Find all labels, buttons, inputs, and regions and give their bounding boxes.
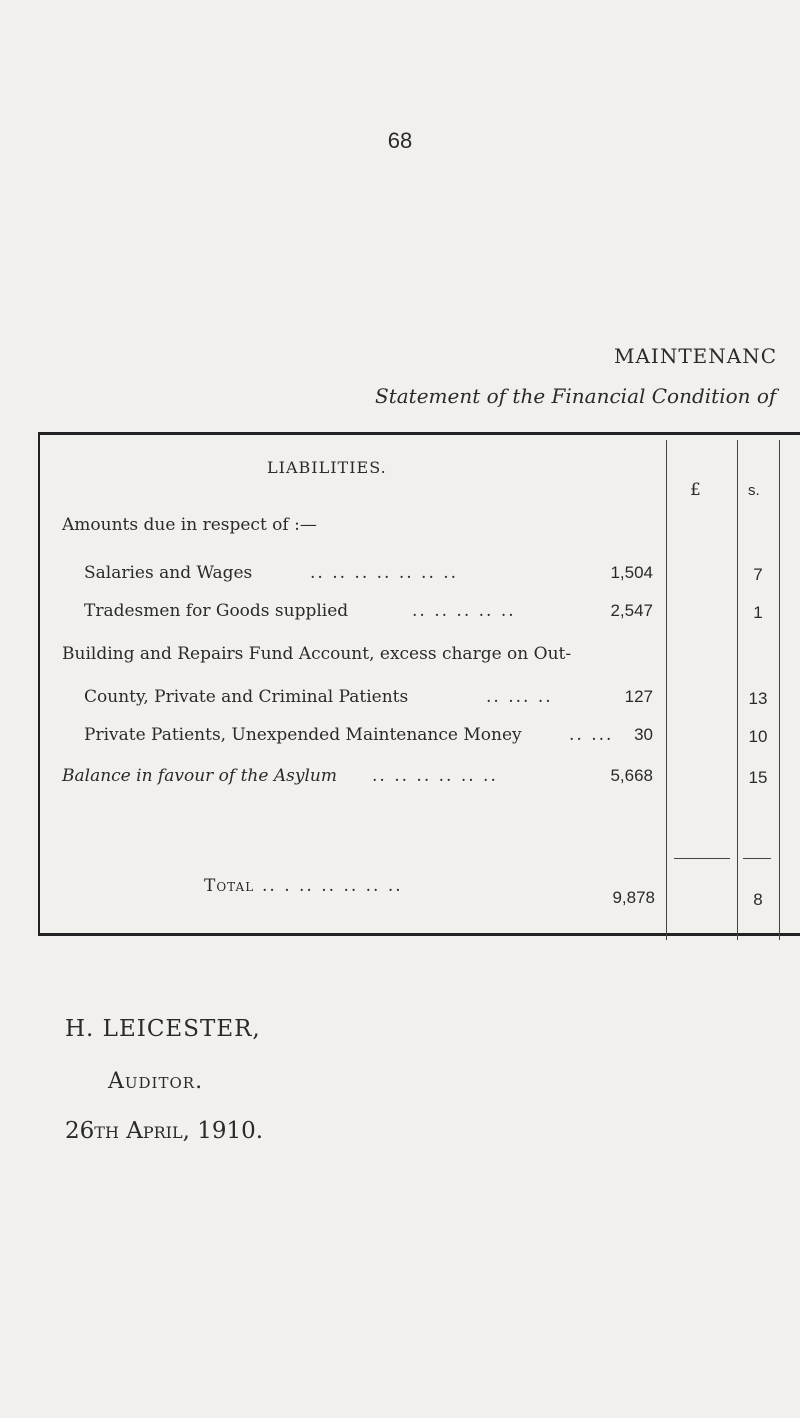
row-label-line1: Building and Repairs Fund Account, excess charge on Out- — [62, 644, 572, 664]
balance-label: Balance in favour of the Asylum — [62, 766, 337, 786]
row-label: Tradesmen for Goods supplied — [84, 601, 349, 621]
leader-dots: .. ... .. — [486, 687, 553, 707]
row-shillings: 7 — [753, 565, 763, 584]
leader-dots: .. . .. .. .. .. .. — [262, 876, 403, 896]
row-label: Private Patients, Unexpended Maintenance Money — [84, 725, 522, 745]
table-bottom-rule — [38, 933, 800, 936]
pounds-column-line — [666, 440, 667, 940]
row-label: Salaries and Wages — [84, 563, 253, 583]
liabilities-table — [38, 432, 800, 940]
leader-dots: .. ... — [569, 725, 614, 745]
auditor-role: Auditor. — [108, 1069, 204, 1094]
row-label-line2: County, Private and Criminal Patients — [84, 687, 409, 707]
shillings-sum-rule — [743, 858, 771, 859]
shillings-column-line — [737, 440, 738, 940]
page-number: 68 — [387, 128, 413, 153]
table-top-rule — [38, 432, 800, 435]
total-shillings: 8 — [753, 890, 763, 909]
balance-shillings: 15 — [748, 768, 768, 787]
total-label: Total — [204, 876, 255, 896]
leader-dots: .. .. .. .. .. .. — [372, 766, 498, 786]
pounds-sum-rule — [674, 858, 730, 859]
balance-pounds: 5,668 — [610, 766, 653, 785]
section-heading: LIABILITIES. — [267, 458, 387, 477]
row-pounds: 2,547 — [610, 601, 653, 620]
row-shillings: 13 — [748, 689, 768, 708]
leader-dots: .. .. .. .. .. .. .. — [310, 563, 459, 583]
row-shillings: 10 — [748, 727, 768, 746]
intro-text: Amounts due in respect of :— — [62, 515, 317, 535]
leader-dots: .. .. .. .. .. — [412, 601, 516, 621]
pence-column-line — [779, 440, 780, 940]
row-shillings: 1 — [753, 603, 763, 622]
signature-date: 26th April, 1910. — [65, 1118, 264, 1144]
page-title: MAINTENANC — [614, 344, 778, 368]
row-pounds: 1,504 — [610, 563, 653, 582]
row-pounds: 30 — [634, 725, 653, 744]
shillings-heading: s. — [748, 482, 760, 499]
total-pounds: 9,878 — [612, 888, 655, 907]
page-subtitle: Statement of the Financial Condition of — [375, 384, 777, 408]
pounds-heading: £ — [690, 480, 701, 500]
table-left-rule — [38, 432, 40, 936]
row-pounds: 127 — [624, 687, 653, 706]
auditor-name: H. LEICESTER, — [65, 1016, 261, 1042]
